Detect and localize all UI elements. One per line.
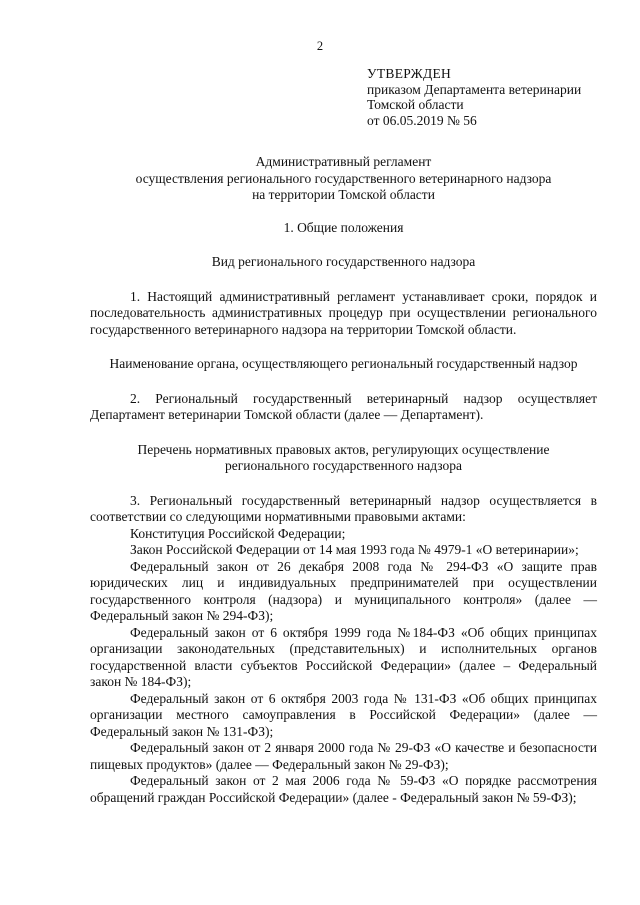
list-item: Федеральный закон от 6 октября 2003 года № 131-ФЗ «Об общих принципах организации местного самоуправления в Российской Федерации» (далее — Федеральный закон № 131-ФЗ); [90, 690, 597, 739]
subsection-heading [90, 442, 597, 475]
document-title [90, 154, 597, 204]
subsection-heading: Наименование органа, осуществляющего региональный государственный надзор [109, 356, 578, 371]
heading-line: регионального государственного надзора [224, 458, 463, 473]
approval-line: Томской области [367, 97, 464, 112]
list-item: Закон Российской Федерации от 14 мая 1993 года № 4979-1 «О ветеринарии»; [130, 542, 579, 557]
paragraph: 2. Региональный государственный ветеринарный надзор осуществляет Департамент ветеринарии Томской области (далее — Департамент). [90, 390, 597, 422]
list-item: Федеральный закон от 2 января 2000 года № 29-ФЗ «О качестве и безопасности пищевых продуктов» (далее — Федеральный закон № 29-ФЗ); [90, 740, 597, 772]
list-item: Федеральный закон от 2 мая 2006 года № 59-ФЗ «О порядке рассмотрения обращений граждан Российской Федерации» (далее - Федеральный закон № 59-ФЗ); [90, 773, 597, 805]
list-item: Федеральный закон от 26 декабря 2008 года № 294-ФЗ «О защите прав юридических лиц и индивидуальных предпринимателей при осуществлении государственного контроля (надзора) и муниципального контроля» (далее — Федеральный закон № 294-ФЗ); [90, 558, 597, 623]
approval-line: приказом Департамента ветеринарии [367, 81, 582, 97]
section-heading: 1. Общие положения [283, 219, 404, 235]
approval-line: от 06.05.2019 № 56 [367, 112, 477, 128]
document-body [90, 154, 597, 806]
page-number: 2 [316, 39, 324, 53]
list-item: Федеральный закон от 6 октября 1999 года №184-ФЗ «Об общих принципах организации законодательных (представительных) и исполнительных органов государственной власти субъектов Российской Федерации» (далее – Федеральный закон № 184-ФЗ); [90, 624, 597, 689]
paragraph: 3. Региональный государственный ветеринарный надзор осуществляется в соответствии со следующими нормативными правовыми актами: [90, 492, 597, 524]
list-item: Конституция Российской Федерации; [130, 525, 346, 541]
heading-line: Перечень нормативных правовых актов, регулирующих осуществление [137, 441, 550, 457]
subsection-heading: Вид регионального государственного надзора [211, 254, 476, 269]
title-line: осуществления регионального государственного ветеринарного надзора [135, 170, 552, 186]
approval-stamp: УТВЕРЖДЕН [367, 66, 452, 81]
paragraph: 1. Настоящий административный регламент устанавливает сроки, порядок и последовательность административных процедур при осуществлении регионального государственного ветеринарного надзора на территории Томской области. [90, 288, 597, 337]
title-line: на территории Томской области [252, 187, 435, 202]
title-line: Административный регламент [255, 154, 432, 169]
approval-block [367, 66, 581, 128]
